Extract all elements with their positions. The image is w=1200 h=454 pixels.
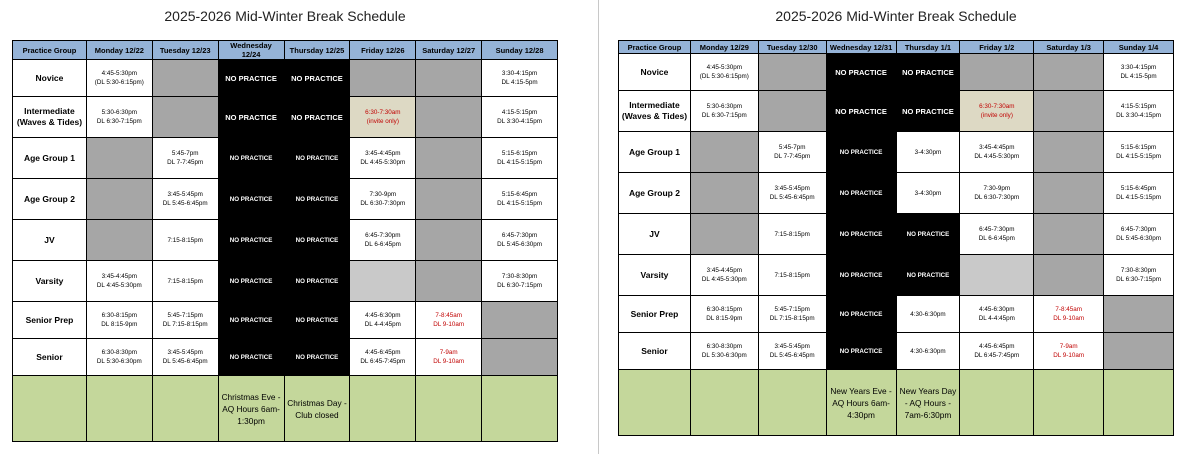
empty-slot-cell: [1034, 173, 1104, 214]
schedule-row: [619, 91, 1174, 132]
schedule-row: [13, 138, 558, 179]
practice-time-cell: 3-4:30pm: [896, 132, 960, 173]
no-practice-cell: NO PRACTICE: [896, 214, 960, 255]
empty-slot-cell: [758, 91, 826, 132]
empty-slot-cell: [960, 255, 1034, 296]
column-header-practice-group: Practice Group: [619, 41, 691, 54]
schedule-row: [619, 333, 1174, 370]
practice-time-cell: 7-9am DL 9-10am: [1034, 333, 1104, 370]
empty-slot-cell: [1034, 91, 1104, 132]
empty-slot-cell: [1034, 255, 1104, 296]
practice-time-cell: 3:45-5:45pm DL 5:45-6:45pm: [152, 179, 218, 220]
column-header-day: Friday 1/2: [960, 41, 1034, 54]
no-practice-cell: NO PRACTICE: [896, 255, 960, 296]
practice-time-cell: 6:45-7:30pm DL 6-6:45pm: [960, 214, 1034, 255]
holiday-note-cell: New Years Eve - AQ Hours 6am-4:30pm: [826, 370, 896, 436]
sheet-title: 2025-2026 Mid-Winter Break Schedule: [164, 8, 406, 24]
holiday-note-cell: [960, 370, 1034, 436]
practice-time-cell: 3-4:30pm: [896, 173, 960, 214]
column-header-day: Wednesday 12/24: [218, 41, 284, 60]
column-header-practice-group: Practice Group: [13, 41, 87, 60]
practice-time-cell: 4:45-6:30pm DL 4-4:45pm: [350, 302, 416, 339]
notes-row: [619, 370, 1174, 436]
column-header-day: Thursday 1/1: [896, 41, 960, 54]
holiday-note-cell: [758, 370, 826, 436]
practice-group-name: JV: [619, 214, 691, 255]
empty-slot-cell: [1104, 333, 1174, 370]
empty-slot-cell: [416, 60, 482, 97]
practice-time-cell: 4:45-6:45pm DL 6:45-7:45pm: [350, 339, 416, 376]
practice-group-name: JV: [13, 220, 87, 261]
practice-time-cell: 4:15-5:15pm DL 3:30-4:15pm: [482, 97, 558, 138]
no-practice-cell: NO PRACTICE: [218, 339, 284, 376]
empty-slot-cell: [1034, 132, 1104, 173]
empty-slot-cell: [690, 173, 758, 214]
empty-slot-cell: [1034, 54, 1104, 91]
holiday-note-cell: Christmas Day - Club closed: [284, 376, 350, 442]
practice-group-name: Age Group 2: [619, 173, 691, 214]
practice-group-name: Senior Prep: [619, 296, 691, 333]
no-practice-cell: NO PRACTICE: [218, 302, 284, 339]
practice-group-name: Age Group 1: [13, 138, 87, 179]
practice-group-name: Intermediate (Waves & Tides): [13, 97, 87, 138]
no-practice-cell: NO PRACTICE: [218, 220, 284, 261]
column-header-day: Tuesday 12/23: [152, 41, 218, 60]
practice-time-cell: 4:30-6:30pm: [896, 333, 960, 370]
no-practice-cell: NO PRACTICE: [284, 220, 350, 261]
practice-time-cell: 6:30-7:30am (invite only): [960, 91, 1034, 132]
notes-label-cell: [13, 376, 87, 442]
schedule-row: [13, 97, 558, 138]
holiday-note-cell: [152, 376, 218, 442]
schedule-row: [13, 179, 558, 220]
notes-row: [13, 376, 558, 442]
empty-slot-cell: [416, 261, 482, 302]
empty-slot-cell: [482, 339, 558, 376]
practice-time-cell: 3:45-5:45pm DL 5:45-6:45pm: [758, 333, 826, 370]
empty-slot-cell: [416, 97, 482, 138]
empty-slot-cell: [86, 179, 152, 220]
no-practice-cell: NO PRACTICE: [218, 261, 284, 302]
no-practice-cell: NO PRACTICE: [896, 91, 960, 132]
no-practice-cell: NO PRACTICE: [284, 339, 350, 376]
no-practice-cell: NO PRACTICE: [826, 333, 896, 370]
practice-group-name: Varsity: [619, 255, 691, 296]
empty-slot-cell: [1034, 214, 1104, 255]
no-practice-cell: NO PRACTICE: [284, 179, 350, 220]
practice-time-cell: 4:45-6:45pm DL 6:45-7:45pm: [960, 333, 1034, 370]
schedule-table: [12, 40, 558, 442]
practice-group-name: Senior: [619, 333, 691, 370]
practice-group-name: Novice: [619, 54, 691, 91]
practice-time-cell: 4:15-5:15pm DL 3:30-4:15pm: [1104, 91, 1174, 132]
practice-time-cell: 5:15-6:15pm DL 4:15-5:15pm: [1104, 132, 1174, 173]
header-row: [619, 41, 1174, 54]
no-practice-cell: NO PRACTICE: [284, 302, 350, 339]
practice-time-cell: 7-8:45am DL 9-10am: [416, 302, 482, 339]
practice-time-cell: 4:45-6:30pm DL 4-4:45pm: [960, 296, 1034, 333]
schedule-row: [13, 261, 558, 302]
practice-time-cell: 5:45-7pm DL 7-7:45pm: [758, 132, 826, 173]
holiday-note-cell: New Years Day - AQ Hours - 7am-6:30pm: [896, 370, 960, 436]
column-header-day: Monday 12/29: [690, 41, 758, 54]
holiday-note-cell: [350, 376, 416, 442]
column-header-day: Saturday 12/27: [416, 41, 482, 60]
schedule-row: [619, 54, 1174, 91]
sheet-title: 2025-2026 Mid-Winter Break Schedule: [775, 8, 1017, 24]
no-practice-cell: NO PRACTICE: [284, 97, 350, 138]
schedule-row: [13, 339, 558, 376]
practice-time-cell: 3:45-4:45pm DL 4:45-5:30pm: [960, 132, 1034, 173]
practice-time-cell: 3:30-4:15pm DL 4:15-5pm: [482, 60, 558, 97]
practice-time-cell: 7-9am DL 9-10am: [416, 339, 482, 376]
practice-time-cell: 5:15-6:45pm DL 4:15-5:15pm: [482, 179, 558, 220]
schedule-row: [619, 214, 1174, 255]
practice-time-cell: 7:30-8:30pm DL 6:30-7:15pm: [482, 261, 558, 302]
empty-slot-cell: [152, 97, 218, 138]
practice-group-name: Age Group 1: [619, 132, 691, 173]
empty-slot-cell: [152, 60, 218, 97]
practice-time-cell: 7:15-8:15pm: [758, 255, 826, 296]
practice-time-cell: 6:45-7:30pm DL 5:45-6:30pm: [1104, 214, 1174, 255]
practice-time-cell: 5:15-6:45pm DL 4:15-5:15pm: [1104, 173, 1174, 214]
practice-time-cell: 3:45-5:45pm DL 5:45-6:45pm: [152, 339, 218, 376]
no-practice-cell: NO PRACTICE: [284, 138, 350, 179]
practice-time-cell: 6:45-7:30pm DL 6-6:45pm: [350, 220, 416, 261]
practice-time-cell: 7:30-9pm DL 6:30-7:30pm: [350, 179, 416, 220]
holiday-note-cell: [1034, 370, 1104, 436]
practice-group-name: Senior: [13, 339, 87, 376]
practice-group-name: Varsity: [13, 261, 87, 302]
empty-slot-cell: [86, 138, 152, 179]
schedule-row: [619, 132, 1174, 173]
empty-slot-cell: [960, 54, 1034, 91]
practice-time-cell: 4:45-5:30pm (DL 5:30-6:15pm): [690, 54, 758, 91]
holiday-note-cell: [86, 376, 152, 442]
empty-slot-cell: [690, 214, 758, 255]
empty-slot-cell: [86, 220, 152, 261]
practice-time-cell: 6:30-8:30pm DL 5:30-6:30pm: [690, 333, 758, 370]
holiday-note-cell: [1104, 370, 1174, 436]
column-header-day: Saturday 1/3: [1034, 41, 1104, 54]
no-practice-cell: NO PRACTICE: [826, 255, 896, 296]
schedule-row: [619, 255, 1174, 296]
practice-time-cell: 7:15-8:15pm: [152, 220, 218, 261]
empty-slot-cell: [690, 132, 758, 173]
no-practice-cell: NO PRACTICE: [218, 179, 284, 220]
practice-time-cell: 5:45-7:15pm DL 7:15-8:15pm: [758, 296, 826, 333]
practice-group-name: Age Group 2: [13, 179, 87, 220]
practice-time-cell: 5:30-6:30pm DL 6:30-7:15pm: [86, 97, 152, 138]
practice-time-cell: 7:15-8:15pm: [758, 214, 826, 255]
column-header-day: Wednesday 12/31: [826, 41, 896, 54]
practice-time-cell: 6:45-7:30pm DL 5:45-6:30pm: [482, 220, 558, 261]
empty-slot-cell: [758, 54, 826, 91]
holiday-note-cell: [690, 370, 758, 436]
column-header-day: Sunday 1/4: [1104, 41, 1174, 54]
practice-time-cell: 3:45-4:45pm DL 4:45-5:30pm: [350, 138, 416, 179]
practice-time-cell: 6:30-8:15pm DL 8:15-9pm: [86, 302, 152, 339]
column-header-day: Thursday 12/25: [284, 41, 350, 60]
practice-group-name: Senior Prep: [13, 302, 87, 339]
practice-time-cell: 5:15-6:15pm DL 4:15-5:15pm: [482, 138, 558, 179]
page-divider: [598, 0, 599, 454]
practice-time-cell: 3:30-4:15pm DL 4:15-5pm: [1104, 54, 1174, 91]
practice-time-cell: 4:30-6:30pm: [896, 296, 960, 333]
practice-time-cell: 7-8:45am DL 9-10am: [1034, 296, 1104, 333]
no-practice-cell: NO PRACTICE: [826, 91, 896, 132]
no-practice-cell: NO PRACTICE: [218, 60, 284, 97]
practice-time-cell: 5:45-7pm DL 7-7:45pm: [152, 138, 218, 179]
no-practice-cell: NO PRACTICE: [826, 132, 896, 173]
no-practice-cell: NO PRACTICE: [218, 138, 284, 179]
holiday-note-cell: [482, 376, 558, 442]
schedule-row: [619, 296, 1174, 333]
holiday-note-cell: Christmas Eve - AQ Hours 6am-1:30pm: [218, 376, 284, 442]
schedule-row: [619, 173, 1174, 214]
no-practice-cell: NO PRACTICE: [896, 54, 960, 91]
practice-time-cell: 7:30-9pm DL 6:30-7:30pm: [960, 173, 1034, 214]
empty-slot-cell: [416, 220, 482, 261]
header-row: [13, 41, 558, 60]
practice-time-cell: 5:30-6:30pm DL 6:30-7:15pm: [690, 91, 758, 132]
practice-time-cell: 3:45-4:45pm DL 4:45-5:30pm: [86, 261, 152, 302]
practice-group-name: Novice: [13, 60, 87, 97]
practice-time-cell: 6:30-8:30pm DL 5:30-6:30pm: [86, 339, 152, 376]
schedule-row: [13, 60, 558, 97]
holiday-note-cell: [416, 376, 482, 442]
practice-time-cell: 4:45-5:30pm (DL 5:30-6:15pm): [86, 60, 152, 97]
no-practice-cell: NO PRACTICE: [284, 261, 350, 302]
no-practice-cell: NO PRACTICE: [826, 173, 896, 214]
column-header-day: Sunday 12/28: [482, 41, 558, 60]
no-practice-cell: NO PRACTICE: [826, 54, 896, 91]
no-practice-cell: NO PRACTICE: [284, 60, 350, 97]
empty-slot-cell: [482, 302, 558, 339]
column-header-day: Tuesday 12/30: [758, 41, 826, 54]
practice-time-cell: 7:15-8:15pm: [152, 261, 218, 302]
practice-time-cell: 6:30-7:30am (invite only): [350, 97, 416, 138]
notes-label-cell: [619, 370, 691, 436]
empty-slot-cell: [350, 60, 416, 97]
no-practice-cell: NO PRACTICE: [826, 214, 896, 255]
no-practice-cell: NO PRACTICE: [218, 97, 284, 138]
column-header-day: Friday 12/26: [350, 41, 416, 60]
practice-time-cell: 5:45-7:15pm DL 7:15-8:15pm: [152, 302, 218, 339]
practice-time-cell: 7:30-8:30pm DL 6:30-7:15pm: [1104, 255, 1174, 296]
schedule-row: [13, 302, 558, 339]
schedule-table: [618, 40, 1174, 436]
practice-time-cell: 6:30-8:15pm DL 8:15-9pm: [690, 296, 758, 333]
practice-time-cell: 3:45-5:45pm DL 5:45-6:45pm: [758, 173, 826, 214]
practice-time-cell: 3:45-4:45pm DL 4:45-5:30pm: [690, 255, 758, 296]
empty-slot-cell: [1104, 296, 1174, 333]
empty-slot-cell: [416, 138, 482, 179]
no-practice-cell: NO PRACTICE: [826, 296, 896, 333]
empty-slot-cell: [416, 179, 482, 220]
empty-slot-cell: [350, 261, 416, 302]
column-header-day: Monday 12/22: [86, 41, 152, 60]
practice-group-name: Intermediate (Waves & Tides): [619, 91, 691, 132]
schedule-row: [13, 220, 558, 261]
